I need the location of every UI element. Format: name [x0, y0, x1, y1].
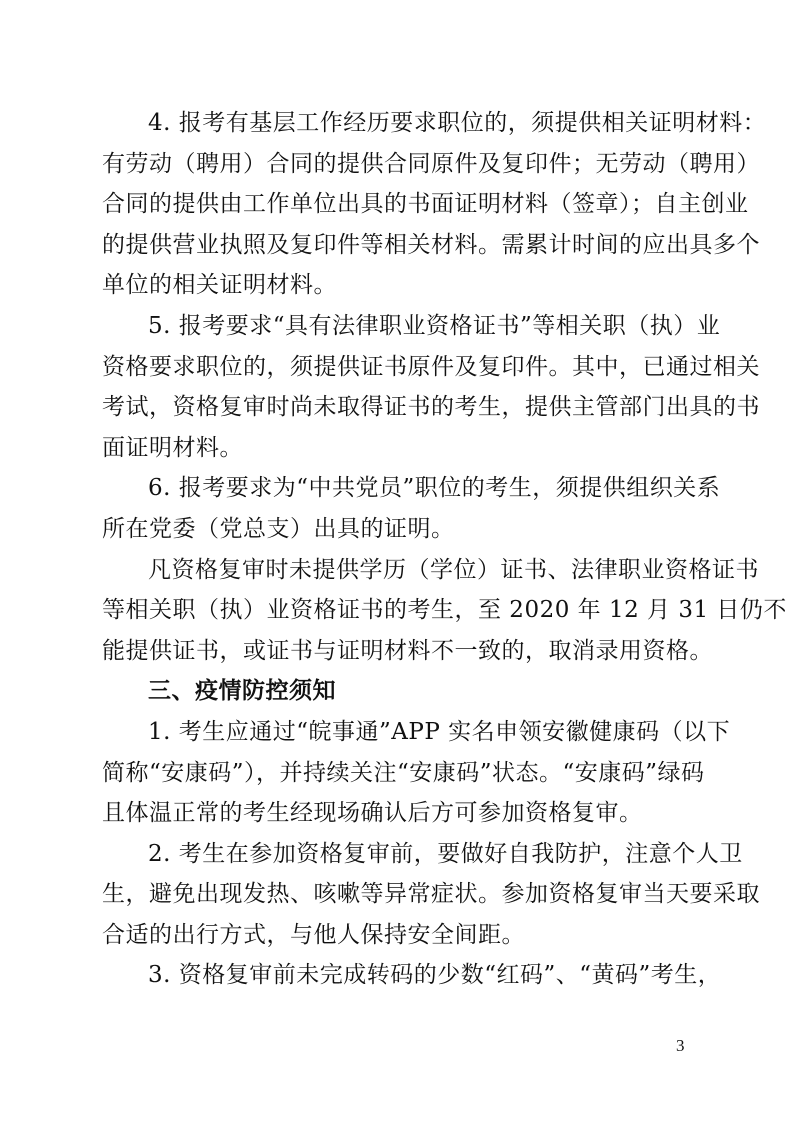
text-line: 的提供营业执照及复印件等相关材料。需累计时间的应出具多个	[102, 231, 760, 258]
text-line: 能提供证书，或证书与证明材料不一致的，取消录用资格。	[102, 637, 713, 664]
paragraph-self-protection	[102, 834, 760, 956]
text-line: 6. 报考要求为“中共党员”职位的考生，须提供组织关系	[148, 475, 721, 502]
document-body	[102, 103, 787, 996]
paragraph-item-6-party-member	[102, 468, 721, 549]
text-line: 简称“安康码”），并持续关注“安康码”状态。“安康码”绿码	[102, 759, 705, 786]
paragraph-certificate-deadline	[102, 550, 787, 672]
text-line: 面证明材料。	[102, 434, 243, 461]
text-line: 有劳动（聘用）合同的提供合同原件及复印件；无劳动（聘用）	[102, 150, 760, 177]
text-line: 等相关职（执）业资格证书的考生，至 2020 年 12 月 31 日仍不	[102, 597, 787, 624]
text-line: 考试，资格复审时尚未取得证书的考生，提供主管部门出具的书	[102, 394, 760, 421]
text-line: 合同的提供由工作单位出具的书面证明材料（签章）；自主创业	[102, 191, 749, 218]
text-line: 2. 考生在参加资格复审前，要做好自我防护，注意个人卫	[148, 840, 743, 867]
text-line: 所在党委（党总支）出具的证明。	[102, 515, 455, 542]
text-line: 5. 报考要求“具有法律职业资格证书”等相关职（执）业	[148, 312, 721, 339]
text-line: 单位的相关证明材料。	[102, 272, 337, 299]
text-line: 生，避免出现发热、咳嗽等异常症状。参加资格复审当天要采取	[102, 881, 760, 908]
text-line: 合适的出行方式，与他人保持安全间距。	[102, 921, 525, 948]
paragraph-item-4-work-experience	[102, 103, 767, 306]
text-line: 3. 资格复审前未完成转码的少数“红码”、“黄码”考生，	[148, 962, 722, 989]
text-line: 凡资格复审时未提供学历（学位）证书、法律职业资格证书	[148, 556, 759, 583]
page-number: 3	[676, 1036, 685, 1055]
paragraph-item-5-legal-certificate	[102, 306, 760, 468]
paragraph-red-yellow-code	[102, 955, 722, 996]
text-line: 4. 报考有基层工作经历要求职位的，须提供相关证明材料：	[148, 110, 767, 136]
section-heading-epidemic-prevention: 三、疫情防控须知	[148, 678, 336, 705]
text-line: 且体温正常的考生经现场确认后方可参加资格复审。	[102, 800, 643, 827]
text-line: 资格要求职位的，须提供证书原件及复印件。其中，已通过相关	[102, 353, 760, 380]
paragraph-health-code	[102, 712, 731, 834]
text-line: 1. 考生应通过“皖事通”APP 实名申领安徽健康码（以下	[148, 718, 731, 745]
